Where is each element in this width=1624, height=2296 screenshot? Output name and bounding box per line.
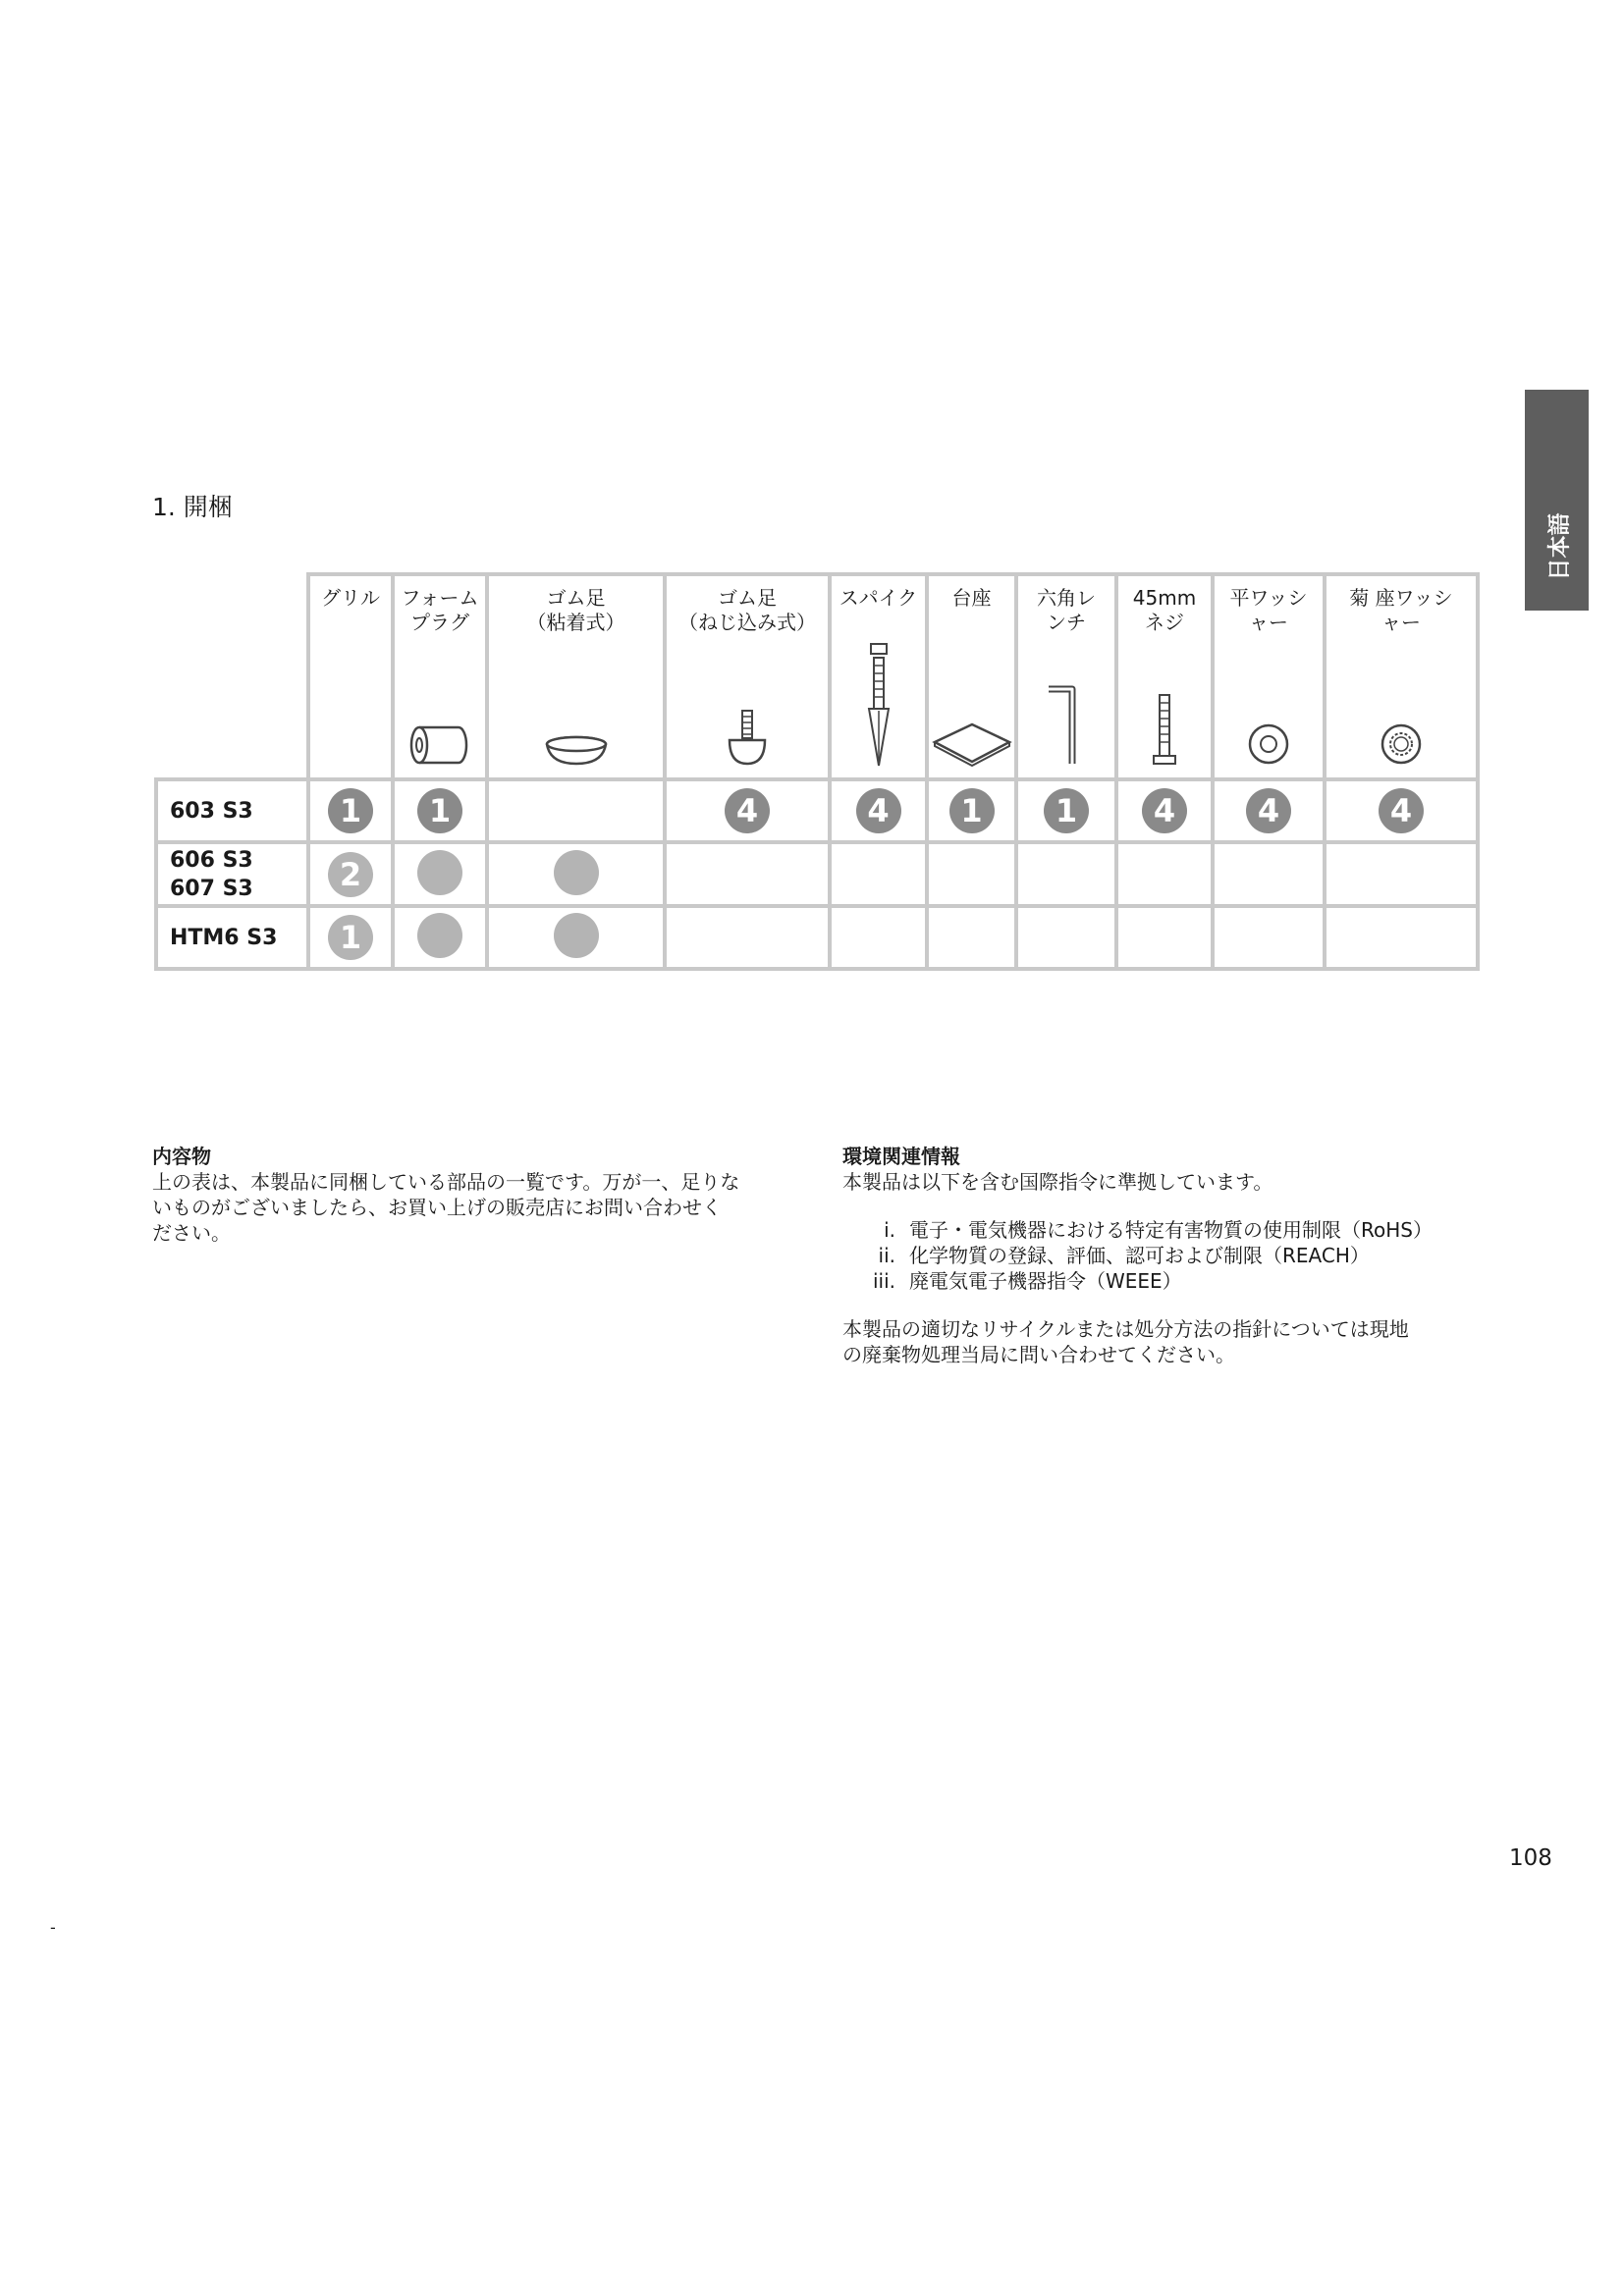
quantity-cell	[1325, 779, 1478, 842]
model-cell: 606 S3 607 S3	[156, 842, 308, 906]
quantity-cell	[1016, 779, 1116, 842]
stray-mark: -	[50, 1918, 56, 1937]
list-text: 化学物質の登録、評価、認可および制限（REACH）	[909, 1244, 1370, 1267]
model-cell: 603 S3	[156, 779, 308, 842]
adhesive-rubber-foot-icon	[542, 734, 611, 768]
list-item	[842, 1217, 1510, 1243]
list-item	[842, 1268, 1510, 1294]
quantity-cell	[393, 842, 487, 906]
quantity-dot	[554, 850, 599, 895]
quantity-cell	[308, 842, 393, 906]
column-header-spike	[830, 574, 927, 779]
parts-table	[154, 572, 1480, 971]
quantity-badge: 1	[417, 788, 462, 833]
header-blank-cell	[156, 574, 308, 779]
column-label: ゴム足 （粘着式）	[526, 586, 625, 634]
quantity-cell	[1213, 842, 1325, 906]
quantity-badge: 2	[328, 852, 373, 897]
quantity-cell	[1325, 906, 1478, 969]
quantity-dot	[554, 913, 599, 958]
quantity-dot	[417, 913, 462, 958]
column-label: ゴム足 （ねじ込み式）	[678, 586, 816, 634]
contents-line: いものがございましたら、お買い上げの販売店にお問い合わせく	[152, 1196, 722, 1219]
column-header-adhesive-foot	[487, 574, 665, 779]
parts-header-row	[156, 574, 1478, 779]
quantity-cell	[1325, 842, 1478, 906]
quantity-badge: 4	[725, 788, 770, 833]
quantity-badge: 4	[1142, 788, 1187, 833]
column-label: 菊 座ワッシ ャー	[1349, 586, 1453, 634]
column-label: スパイク	[839, 586, 918, 610]
flat-washer-icon	[1245, 721, 1292, 768]
column-header-base	[927, 574, 1016, 779]
contents-line: ださい。	[152, 1221, 231, 1245]
quantity-cell	[1016, 842, 1116, 906]
screw-45mm-icon	[1150, 693, 1179, 768]
column-header-star-washer	[1325, 574, 1478, 779]
quantity-badge: 1	[949, 788, 995, 833]
environment-heading: 環境関連情報	[842, 1145, 960, 1168]
list-number: i.	[884, 1218, 895, 1242]
quantity-badge: 1	[328, 788, 373, 833]
quantity-cell	[830, 779, 927, 842]
quantity-cell	[1213, 906, 1325, 969]
quantity-badge: 4	[856, 788, 901, 833]
quantity-cell	[487, 842, 665, 906]
environment-closing-line: 本製品の適切なリサイクルまたは処分方法の指針については現地	[842, 1317, 1409, 1341]
quantity-cell	[1116, 842, 1213, 906]
screw-in-rubber-foot-icon	[724, 709, 771, 768]
quantity-cell	[830, 906, 927, 969]
hex-wrench-icon	[1045, 683, 1088, 768]
list-text: 電子・電気機器における特定有害物質の使用制限（RoHS）	[909, 1218, 1433, 1242]
quantity-cell	[308, 779, 393, 842]
list-number: iii.	[872, 1269, 895, 1293]
contents-line: 上の表は、本製品に同梱している部品の一覧です。万が一、足りな	[152, 1170, 740, 1194]
quantity-cell	[665, 906, 830, 969]
language-tab-label: 日本語	[1546, 512, 1572, 581]
star-washer-icon	[1378, 721, 1425, 768]
quantity-cell	[665, 842, 830, 906]
contents-section	[152, 1144, 839, 1246]
quantity-cell	[927, 779, 1016, 842]
quantity-cell	[665, 779, 830, 842]
quantity-dot	[417, 850, 462, 895]
quantity-badge: 1	[1044, 788, 1089, 833]
column-header-screw	[1116, 574, 1213, 779]
quantity-cell	[1213, 779, 1325, 842]
quantity-cell	[487, 906, 665, 969]
list-item	[842, 1243, 1510, 1268]
column-header-flat-washer	[1213, 574, 1325, 779]
column-header-screw-foot	[665, 574, 830, 779]
column-header-hex-wrench	[1016, 574, 1116, 779]
quantity-cell	[1116, 906, 1213, 969]
table-row	[156, 906, 1478, 969]
section-title: 1. 開梱	[152, 493, 233, 521]
environment-section	[842, 1144, 1510, 1367]
contents-heading: 内容物	[152, 1145, 211, 1168]
quantity-cell	[393, 906, 487, 969]
quantity-badge: 4	[1379, 788, 1424, 833]
environment-intro: 本製品は以下を含む国際指令に準拠しています。	[842, 1170, 1273, 1194]
column-label: 六角レ ンチ	[1037, 586, 1096, 634]
quantity-badge: 4	[1246, 788, 1291, 833]
column-label: グリル	[321, 586, 380, 610]
table-row	[156, 842, 1478, 906]
quantity-cell	[393, 779, 487, 842]
column-label: 平ワッシ ャー	[1229, 586, 1308, 634]
environment-closing-line: の廃棄物処理当局に問い合わせてください。	[842, 1343, 1235, 1366]
list-number: ii.	[878, 1244, 895, 1267]
table-row	[156, 779, 1478, 842]
column-header-foam-plug	[393, 574, 487, 779]
page-number: 108	[1509, 1845, 1552, 1871]
directive-list	[842, 1217, 1510, 1294]
model-cell: HTM6 S3	[156, 906, 308, 969]
column-label: 台座	[951, 586, 992, 610]
quantity-cell	[830, 842, 927, 906]
quantity-cell	[1016, 906, 1116, 969]
language-tab	[1525, 390, 1589, 611]
quantity-cell	[927, 842, 1016, 906]
quantity-badge: 1	[328, 915, 373, 960]
quantity-cell	[487, 779, 665, 842]
column-label: フォーム プラグ	[401, 586, 479, 634]
column-header-grille	[308, 574, 393, 779]
base-pad-icon	[931, 721, 1013, 768]
list-text: 廃電気電子機器指令（WEEE）	[909, 1269, 1182, 1293]
quantity-cell	[308, 906, 393, 969]
column-label: 45mm ネジ	[1132, 586, 1197, 634]
quantity-cell	[927, 906, 1016, 969]
spike-icon	[861, 642, 896, 768]
quantity-cell	[1116, 779, 1213, 842]
foam-plug-icon	[409, 722, 470, 768]
